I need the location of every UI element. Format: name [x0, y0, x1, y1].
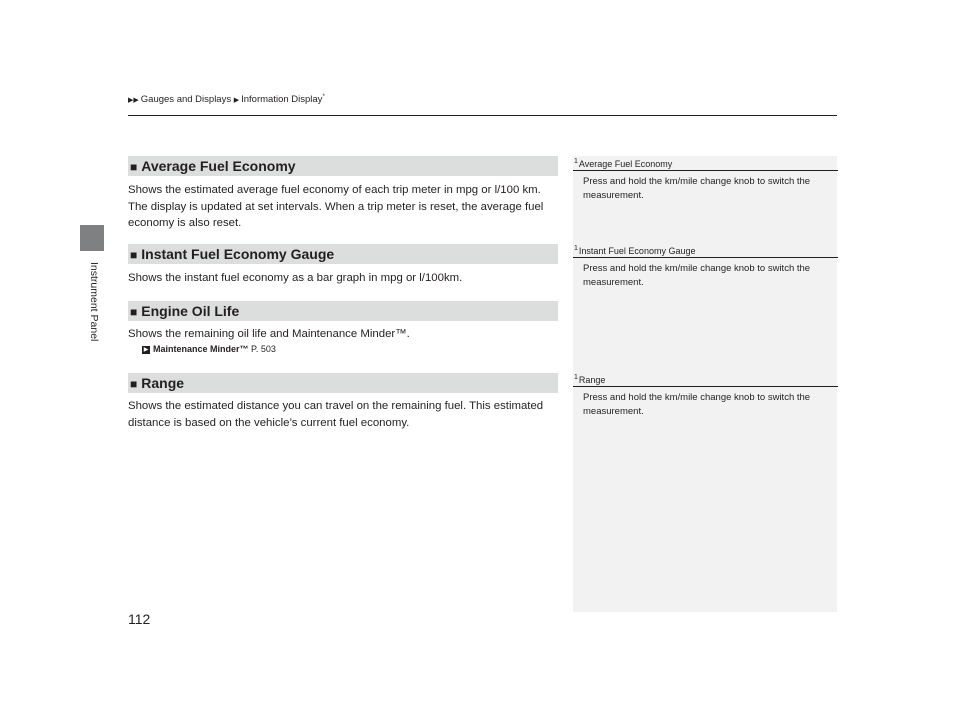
- breadcrumb: [128, 94, 325, 105]
- note-title-range: [573, 374, 838, 387]
- heading-text: Average Fuel Economy: [141, 158, 296, 174]
- section-square-icon: ■: [130, 248, 138, 262]
- body-engine-oil-life: Shows the remaining oil life and Maintenance Minder™.: [128, 328, 410, 340]
- reference-page[interactable]: P. 503: [251, 344, 276, 354]
- heading-text: Engine Oil Life: [141, 303, 240, 319]
- section-square-icon: ■: [130, 160, 138, 174]
- note-number-icon: 1: [574, 245, 578, 252]
- note-title-text: Instant Fuel Economy Gauge: [578, 246, 696, 256]
- header-rule: [128, 115, 837, 116]
- note-number-icon: 1: [574, 374, 578, 381]
- note-text-range: Press and hold the km/mile change knob to switch the measurement.: [583, 392, 811, 417]
- heading-engine-oil-life: [128, 301, 558, 321]
- breadcrumb-arrow-icon: ▶▶: [128, 97, 139, 105]
- note-text-average-fuel-economy: Press and hold the km/mile change knob to switch the measurement.: [583, 176, 811, 201]
- heading-text: Range: [141, 375, 185, 391]
- breadcrumb-asterisk: *: [322, 94, 325, 100]
- page-number: 112: [128, 611, 151, 627]
- heading-text: Instant Fuel Economy Gauge: [141, 246, 335, 262]
- note-title-instant-fuel-economy-gauge: [573, 245, 838, 258]
- note-text-instant-fuel-economy-gauge: Press and hold the km/mile change knob to switch the measurement.: [583, 263, 811, 288]
- reference-title[interactable]: Maintenance Minder™: [153, 344, 249, 354]
- chapter-tab-label: Instrument Panel: [88, 262, 100, 342]
- breadcrumb-separator-icon: ▶: [233, 97, 240, 105]
- body-instant-fuel-economy-gauge: Shows the instant fuel economy as a bar graph in mpg or l/100km.: [128, 272, 463, 284]
- cross-reference-maintenance-minder[interactable]: [142, 344, 276, 354]
- body-range: Shows the estimated distance you can travel on the remaining fuel. This estimated distance is based on the vehicle’s current fuel economy.: [128, 400, 544, 429]
- section-square-icon: ■: [130, 305, 138, 319]
- heading-range: [128, 373, 558, 393]
- heading-instant-fuel-economy-gauge: [128, 244, 558, 264]
- body-average-fuel-economy: Shows the estimated average fuel economy of each trip meter in mpg or l/100 km. The display is updated at set intervals. When a trip meter is reset, the average fuel economy is also reset.: [128, 184, 544, 229]
- breadcrumb-subsection[interactable]: Information Display: [241, 94, 323, 106]
- note-title-average-fuel-economy: [573, 158, 838, 171]
- note-title-text: Range: [578, 375, 606, 385]
- reference-arrow-icon: ▶: [143, 346, 149, 353]
- note-number-icon: 1: [574, 158, 578, 165]
- chapter-tab-marker: [80, 225, 104, 251]
- heading-average-fuel-economy: [128, 156, 558, 176]
- section-square-icon: ■: [130, 377, 138, 391]
- breadcrumb-section[interactable]: Gauges and Displays: [140, 94, 232, 106]
- note-title-text: Average Fuel Economy: [578, 159, 673, 169]
